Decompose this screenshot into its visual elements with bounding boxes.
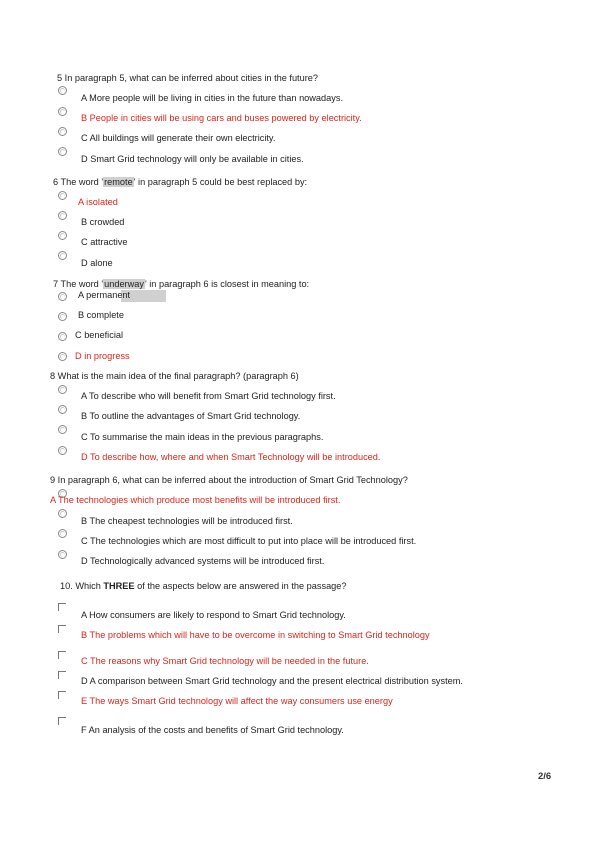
- q5-option-b: B People in cities will be using cars and buses powered by electricity.: [81, 113, 362, 123]
- q6-option-a: A isolated: [78, 197, 118, 207]
- q7-text-post: ' in paragraph 6 is closest in meaning to:: [144, 279, 310, 289]
- q6-option-c-radio[interactable]: [58, 231, 67, 240]
- q9-option-d-radio[interactable]: [58, 550, 67, 559]
- q10-option-d-checkbox[interactable]: [58, 671, 66, 679]
- question-7: [53, 279, 309, 289]
- q10-option-a: A How consumers are likely to respond to Smart Grid technology.: [81, 610, 346, 620]
- q6-highlighted-word: remote: [104, 177, 133, 187]
- q10-option-e-checkbox[interactable]: [58, 691, 66, 699]
- q9-option-b-radio[interactable]: [58, 509, 67, 518]
- q5-option-a: A More people will be living in cities in the future than nowadays.: [81, 93, 343, 103]
- question-8: 8 What is the main idea of the final paragraph? (paragraph 6): [50, 371, 299, 381]
- q10-option-b: B The problems which will have to be overcome in switching to Smart Grid technology: [81, 630, 430, 640]
- q10-option-c: C The reasons why Smart Grid technology will be needed in the future.: [81, 656, 369, 666]
- q7-option-b-radio[interactable]: [58, 312, 67, 321]
- q7-text-pre: 7 The word ': [53, 279, 104, 289]
- q8-option-b: B To outline the advantages of Smart Grid technology.: [81, 411, 301, 421]
- q10-text-pre: 10. Which: [60, 581, 104, 591]
- q10-option-c-checkbox[interactable]: [58, 651, 66, 659]
- q6-option-c: C attractive: [81, 237, 128, 247]
- q9-option-c-radio[interactable]: [58, 529, 67, 538]
- question-6: [53, 177, 307, 187]
- q5-option-b-radio[interactable]: [58, 107, 67, 116]
- q10-option-d: D A comparison between Smart Grid technology and the present electrical distribution system.: [81, 676, 463, 686]
- q8-option-a-radio[interactable]: [58, 385, 67, 394]
- q10-text-post: of the aspects below are answered in the passage?: [134, 581, 347, 591]
- q7-option-a-radio[interactable]: [58, 292, 67, 301]
- q8-option-d: D To describe how, where and when Smart Technology will be introduced.: [81, 452, 381, 462]
- q9-option-d: D Technologically advanced systems will be introduced first.: [81, 556, 325, 566]
- q6-text-post: ' in paragraph 5 could be best replaced by:: [133, 177, 308, 187]
- question-9: 9 In paragraph 6, what can be inferred about the introduction of Smart Grid Technology?: [50, 475, 408, 485]
- q7-highlighted-word: underway: [104, 279, 144, 289]
- q8-option-b-radio[interactable]: [58, 405, 67, 414]
- q5-option-d: D Smart Grid technology will only be available in cities.: [81, 154, 304, 164]
- q8-option-d-radio[interactable]: [58, 446, 67, 455]
- q10-option-f-checkbox[interactable]: [58, 717, 66, 725]
- q5-option-d-radio[interactable]: [58, 147, 67, 156]
- q7-option-c-radio[interactable]: [58, 332, 67, 341]
- q6-option-b-radio[interactable]: [58, 211, 67, 220]
- q10-option-b-checkbox[interactable]: [58, 625, 66, 633]
- q9-option-b: B The cheapest technologies will be introduced first.: [81, 516, 293, 526]
- q10-option-a-checkbox[interactable]: [58, 603, 66, 611]
- q6-text-pre: 6 The word ': [53, 177, 104, 187]
- q6-option-d-radio[interactable]: [58, 251, 67, 260]
- q5-option-c-radio[interactable]: [58, 127, 67, 136]
- q10-option-e: E The ways Smart Grid technology will affect the way consumers use energy: [81, 696, 393, 706]
- q7-option-d: D in progress: [75, 351, 130, 361]
- q7-option-b: B complete: [78, 310, 124, 320]
- q5-option-c: C All buildings will generate their own electricity.: [81, 133, 276, 143]
- q8-option-c-radio[interactable]: [58, 425, 67, 434]
- q6-option-d: D alone: [81, 258, 113, 268]
- q6-option-b: B crowded: [81, 217, 125, 227]
- q7-option-a: A permanent: [78, 290, 131, 300]
- q9-option-c: C The technologies which are most difficult to put into place will be introduced first.: [81, 536, 417, 546]
- question-5: 5 In paragraph 5, what can be inferred about cities in the future?: [57, 73, 318, 83]
- question-10: [60, 581, 347, 591]
- q6-option-a-radio[interactable]: [58, 191, 67, 200]
- q8-option-c: C To summarise the main ideas in the previous paragraphs.: [81, 432, 324, 442]
- q9-option-a: A The technologies which produce most benefits will be introduced first.: [50, 495, 341, 505]
- q8-option-a: A To describe who will benefit from Smart Grid technology first.: [81, 391, 336, 401]
- q10-option-f: F An analysis of the costs and benefits of Smart Grid technology.: [81, 725, 344, 735]
- q7-option-d-radio[interactable]: [58, 352, 67, 361]
- q10-text-bold: THREE: [103, 581, 135, 591]
- q5-option-a-radio[interactable]: [58, 86, 67, 95]
- page-number: 2/6: [538, 771, 552, 782]
- q7-option-c: C beneficial: [75, 330, 124, 340]
